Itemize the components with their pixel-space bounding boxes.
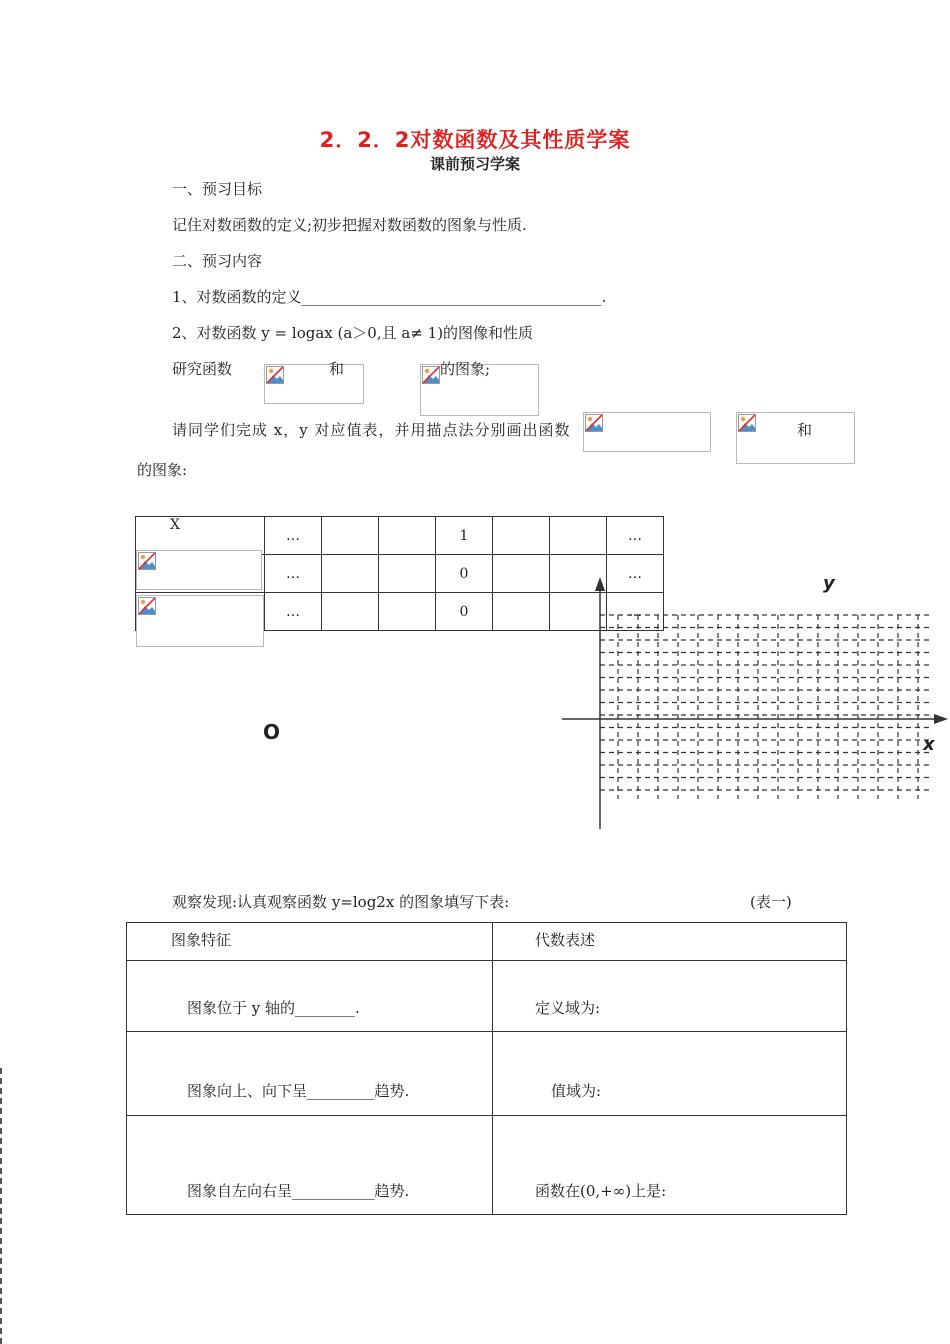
table-cell xyxy=(379,517,436,555)
goals-text: 记住对数函数的定义;初步把握对数函数的图象与性质. xyxy=(172,216,527,234)
complete-instruction: 请同学们完成 x，y 对应值表，并用描点法分别画出函数 xyxy=(172,421,571,439)
broken-image-icon xyxy=(138,552,156,570)
broken-image-icon xyxy=(266,366,284,384)
research-prefix: 研究函数 xyxy=(172,360,233,378)
table-row xyxy=(127,1032,847,1116)
table-cell xyxy=(379,555,436,593)
table-cell: 0 xyxy=(436,555,493,593)
log-function-item: 2、对数函数 y = logax (a＞0,且 a≠ 1)的图像和性质 xyxy=(172,324,534,342)
algebra-cell: 值域为: xyxy=(493,1032,847,1116)
table-cell: … xyxy=(607,555,664,593)
feature-cell: 图象向上、向下呈_________趋势. xyxy=(127,1032,493,1116)
table-cell xyxy=(322,593,379,631)
table-cell xyxy=(322,555,379,593)
binding-line xyxy=(0,1068,2,1344)
broken-image-icon xyxy=(138,597,156,615)
dashed-grid xyxy=(600,615,932,799)
table-cell: … xyxy=(607,593,664,631)
table-cell xyxy=(493,517,550,555)
table-row xyxy=(136,517,664,555)
table-header-row xyxy=(127,923,847,961)
table-cell xyxy=(493,593,550,631)
y-axis-label: y xyxy=(823,573,835,594)
table-cell: … xyxy=(607,517,664,555)
function-row-header xyxy=(136,593,265,631)
formula-image-placeholder xyxy=(583,412,711,452)
algebra-cell: 函数在(0,+∞)上是: xyxy=(493,1116,847,1215)
table-label: (表一) xyxy=(750,893,792,911)
page-subtitle: 课前预习学案 xyxy=(429,155,520,173)
table-cell xyxy=(550,517,607,555)
table-cell: … xyxy=(265,517,322,555)
coordinate-grid xyxy=(560,575,950,830)
algebra-cell: 定义域为: xyxy=(493,961,847,1032)
observation-intro: 观察发现:认真观察函数 y=log2x 的图象填写下表: xyxy=(172,893,510,911)
broken-image-icon xyxy=(738,414,756,432)
formula-image-placeholder xyxy=(136,595,264,647)
y-axis-arrow xyxy=(595,577,605,591)
broken-image-icon xyxy=(585,414,603,432)
function-row-header xyxy=(136,555,265,593)
x-axis-label: x xyxy=(923,734,935,755)
formula-image-placeholder xyxy=(736,412,855,464)
x-axis-arrow xyxy=(934,714,948,724)
table-row xyxy=(127,961,847,1032)
page-title: 2．2．2对数函数及其性质学案 xyxy=(319,128,631,152)
formula-image-placeholder xyxy=(264,364,364,404)
complete-and: 和 xyxy=(797,421,813,439)
table-cell: 1 xyxy=(436,517,493,555)
header-feature: 图象特征 xyxy=(127,923,493,961)
origin-label: O xyxy=(263,720,281,744)
table-cell xyxy=(493,555,550,593)
x-row-header: X xyxy=(136,517,265,555)
table-cell xyxy=(379,593,436,631)
formula-image-placeholder xyxy=(136,550,262,590)
feature-cell: 图象位于 y 轴的________. xyxy=(127,961,493,1032)
research-suffix: 的图象; xyxy=(440,360,491,378)
table-row xyxy=(127,1116,847,1215)
header-algebra: 代数表述 xyxy=(493,923,847,961)
research-and: 和 xyxy=(329,360,345,378)
broken-image-icon xyxy=(422,366,440,384)
table-cell: … xyxy=(265,555,322,593)
section-heading-goals: 一、预习目标 xyxy=(172,180,263,198)
section-heading-content: 二、预习内容 xyxy=(172,252,263,270)
table-cell: … xyxy=(265,593,322,631)
definition-item: 1、对数函数的定义________________________________________. xyxy=(172,288,607,306)
observation-table xyxy=(126,922,847,1215)
table-cell xyxy=(322,517,379,555)
table-cell: 0 xyxy=(436,593,493,631)
feature-cell: 图象自左向右呈___________趋势. xyxy=(127,1116,493,1215)
complete-suffix: 的图象: xyxy=(137,461,188,479)
